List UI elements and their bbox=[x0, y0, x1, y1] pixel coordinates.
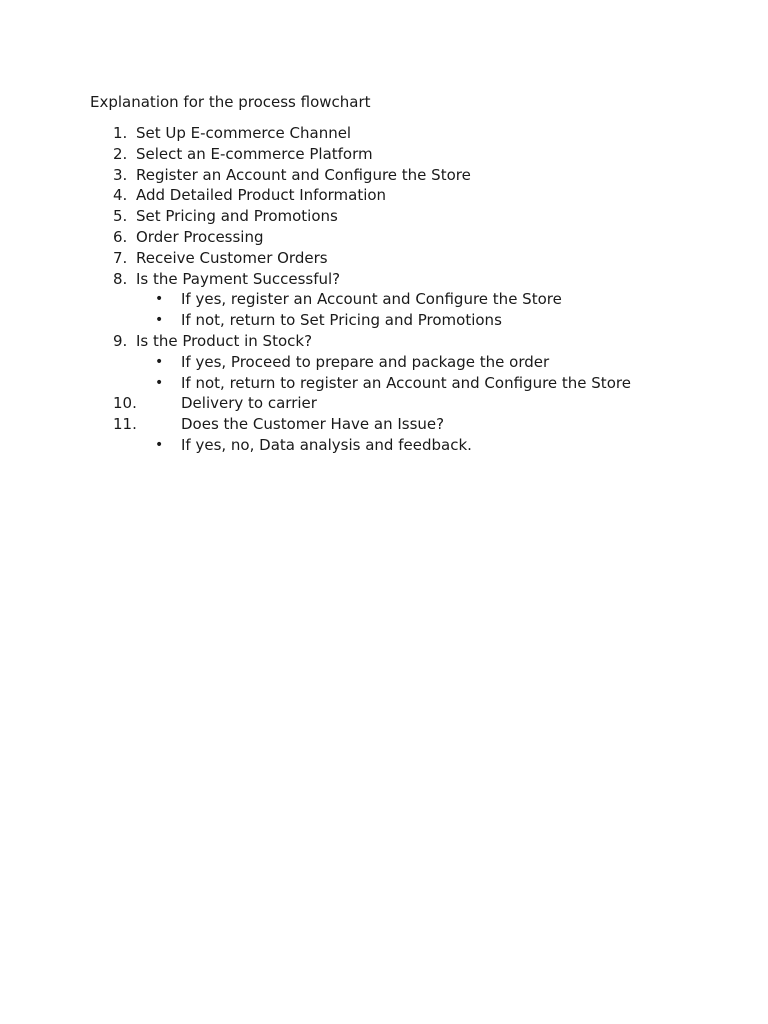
list-item-text: Set Up E-commerce Channel bbox=[136, 124, 352, 142]
list-item bbox=[0, 331, 768, 352]
list-item-text: Receive Customer Orders bbox=[136, 248, 328, 267]
list-number: 6. bbox=[113, 227, 128, 246]
list-item-text: Select an E-commerce Platform bbox=[136, 144, 373, 163]
list-number: 1. bbox=[113, 124, 128, 142]
list-item bbox=[0, 165, 768, 186]
bullet-icon: • bbox=[155, 312, 164, 329]
list-item-text: Order Processing bbox=[136, 227, 264, 246]
bullet-item-text: If yes, no, Data analysis and feedback. bbox=[181, 435, 472, 454]
list-item-text: Is the Payment Successful? bbox=[136, 269, 341, 288]
list-item bbox=[0, 123, 768, 144]
bullet-item bbox=[0, 310, 768, 331]
list-item bbox=[0, 227, 768, 248]
list-item bbox=[0, 414, 768, 435]
bullet-icon: • bbox=[155, 374, 164, 391]
list-number: 10. bbox=[113, 394, 137, 413]
bullet-item-text: If yes, Proceed to prepare and package the order bbox=[181, 352, 550, 371]
bullet-item-text: If yes, register an Account and Configure the Store bbox=[181, 290, 562, 309]
list-number: 8. bbox=[113, 269, 128, 288]
list-item bbox=[0, 248, 768, 269]
list-item bbox=[0, 269, 768, 290]
list-number: 4. bbox=[113, 186, 128, 205]
list-number: 2. bbox=[113, 144, 128, 163]
list-number: 3. bbox=[113, 165, 128, 184]
list-number: 9. bbox=[113, 331, 128, 350]
document-heading: Explanation for the process flowchart bbox=[90, 93, 371, 111]
numbered-list bbox=[0, 123, 768, 456]
list-item bbox=[0, 144, 768, 165]
list-number: 11. bbox=[113, 415, 137, 434]
list-item-text: Register an Account and Configure the Store bbox=[136, 165, 471, 184]
list-item-text: Set Pricing and Promotions bbox=[136, 207, 338, 226]
bullet-item bbox=[0, 435, 768, 456]
list-item bbox=[0, 185, 768, 206]
list-item bbox=[0, 206, 768, 227]
list-item-text: Is the Product in Stock? bbox=[136, 331, 313, 350]
bullet-item bbox=[0, 373, 768, 394]
list-item-text: Delivery to carrier bbox=[181, 394, 317, 413]
list-number: 5. bbox=[113, 207, 128, 226]
bullet-item-text: If not, return to register an Account and Configure the Store bbox=[181, 373, 631, 392]
bullet-icon: • bbox=[155, 353, 164, 370]
list-item-text: Does the Customer Have an Issue? bbox=[181, 415, 445, 434]
bullet-icon: • bbox=[155, 291, 164, 308]
list-item bbox=[0, 393, 768, 414]
list-number: 7. bbox=[113, 248, 128, 267]
bullet-item bbox=[0, 289, 768, 310]
bullet-item-text: If not, return to Set Pricing and Promotions bbox=[181, 311, 502, 330]
bullet-item bbox=[0, 352, 768, 373]
bullet-icon: • bbox=[155, 436, 164, 453]
list-item-text: Add Detailed Product Information bbox=[136, 186, 387, 205]
